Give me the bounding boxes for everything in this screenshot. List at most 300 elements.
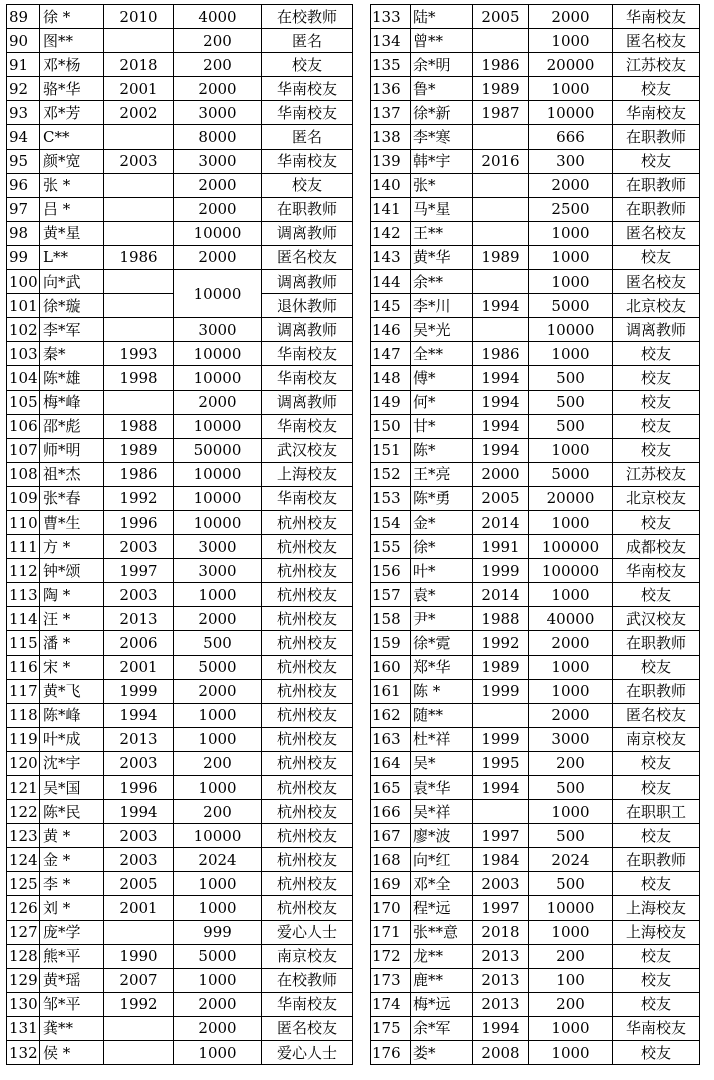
grad-year: 1995 <box>473 751 529 775</box>
grad-year <box>104 197 174 221</box>
donor-type: 在职教师 <box>613 197 700 221</box>
donor-type: 校友 <box>613 776 700 800</box>
donor-name: 徐*璇 <box>40 294 104 318</box>
donation-amount: 2000 <box>174 679 262 703</box>
donor-type: 校友 <box>613 390 700 414</box>
grad-year <box>104 390 174 414</box>
donor-name: 潘 * <box>40 631 104 655</box>
table-row <box>371 173 700 197</box>
donation-amount: 4000 <box>174 5 262 29</box>
donation-amount: 3000 <box>174 559 262 583</box>
row-number: 91 <box>7 53 40 77</box>
donor-name: 邓*杨 <box>40 53 104 77</box>
donation-amount: 20000 <box>529 486 613 510</box>
donation-amount: 500 <box>529 390 613 414</box>
table-row <box>371 920 700 944</box>
grad-year: 2016 <box>473 149 529 173</box>
donation-amount: 50000 <box>174 438 262 462</box>
donor-name: C** <box>40 125 104 149</box>
table-row <box>7 800 353 824</box>
donor-type: 在职教师 <box>613 631 700 655</box>
donor-type: 华南校友 <box>262 101 353 125</box>
grad-year: 1992 <box>104 486 174 510</box>
donor-name: 吕 * <box>40 197 104 221</box>
table-row <box>7 679 353 703</box>
table-row <box>371 607 700 631</box>
row-number: 90 <box>7 29 40 53</box>
table-row <box>371 438 700 462</box>
grad-year <box>473 197 529 221</box>
donor-type: 校友 <box>613 824 700 848</box>
donor-name: 祖*杰 <box>40 462 104 486</box>
donor-name: 随** <box>411 703 473 727</box>
donation-amount: 1000 <box>174 776 262 800</box>
donor-type: 武汉校友 <box>613 607 700 631</box>
table-row <box>371 896 700 920</box>
row-number: 163 <box>371 727 411 751</box>
row-number: 143 <box>371 245 411 269</box>
donation-amount: 2000 <box>174 992 262 1016</box>
donor-name: 余*军 <box>411 1016 473 1040</box>
table-row <box>7 1016 353 1040</box>
table-row <box>371 149 700 173</box>
row-number: 106 <box>7 414 40 438</box>
donor-name: 图** <box>40 29 104 53</box>
donation-amount: 1000 <box>529 29 613 53</box>
grad-year: 1997 <box>104 559 174 583</box>
donor-name: 李*军 <box>40 318 104 342</box>
grad-year: 2005 <box>473 486 529 510</box>
donor-name: 王*亮 <box>411 462 473 486</box>
table-row <box>7 655 353 679</box>
donor-name: 龚** <box>40 1016 104 1040</box>
donor-name: L** <box>40 245 104 269</box>
donor-name: 张*春 <box>40 486 104 510</box>
donation-amount: 1000 <box>174 896 262 920</box>
donor-type: 上海校友 <box>262 462 353 486</box>
grad-year: 1999 <box>104 679 174 703</box>
donation-amount: 5000 <box>529 462 613 486</box>
table-row <box>7 462 353 486</box>
donor-name: 张* <box>411 173 473 197</box>
grad-year: 1987 <box>473 101 529 125</box>
donor-type: 校友 <box>613 968 700 992</box>
grad-year: 2000 <box>473 462 529 486</box>
grad-year: 1994 <box>473 390 529 414</box>
grad-year: 1991 <box>473 535 529 559</box>
grad-year: 1996 <box>104 510 174 534</box>
grad-year: 1997 <box>473 896 529 920</box>
table-row <box>371 583 700 607</box>
donation-amount: 1000 <box>529 800 613 824</box>
grad-year: 2001 <box>104 77 174 101</box>
grad-year <box>104 318 174 342</box>
donor-name: 马*星 <box>411 197 473 221</box>
row-number: 167 <box>371 824 411 848</box>
table-row <box>371 197 700 221</box>
row-number: 117 <box>7 679 40 703</box>
donation-amount: 500 <box>174 631 262 655</box>
donor-type: 南京校友 <box>262 944 353 968</box>
donation-amount: 1000 <box>529 438 613 462</box>
grad-year <box>473 173 529 197</box>
row-number: 130 <box>7 992 40 1016</box>
donation-amount: 10000 <box>174 462 262 486</box>
grad-year: 1989 <box>473 245 529 269</box>
table-row <box>371 535 700 559</box>
donor-type: 匿名校友 <box>613 270 700 294</box>
donor-name: 龙** <box>411 944 473 968</box>
table-row <box>7 245 353 269</box>
donation-amount: 500 <box>529 366 613 390</box>
donation-amount: 10000 <box>174 366 262 390</box>
donor-name: 陈* <box>411 438 473 462</box>
donor-type: 杭州校友 <box>262 872 353 896</box>
row-number: 92 <box>7 77 40 101</box>
row-number: 161 <box>371 679 411 703</box>
donor-name: 曹*生 <box>40 510 104 534</box>
table-row <box>371 655 700 679</box>
donor-name: 何* <box>411 390 473 414</box>
table-row <box>371 270 700 294</box>
grad-year <box>104 221 174 245</box>
donor-type: 华南校友 <box>262 486 353 510</box>
donation-amount: 300 <box>529 149 613 173</box>
row-number: 141 <box>371 197 411 221</box>
table-row <box>371 462 700 486</box>
donation-amount: 10000 <box>174 824 262 848</box>
row-number: 151 <box>371 438 411 462</box>
donor-type: 华南校友 <box>613 5 700 29</box>
grad-year <box>104 1041 174 1065</box>
grad-year: 1994 <box>473 1016 529 1040</box>
donor-type: 校友 <box>262 53 353 77</box>
donor-type: 杭州校友 <box>262 800 353 824</box>
row-number: 166 <box>371 800 411 824</box>
table-row <box>7 583 353 607</box>
donation-amount: 5000 <box>529 294 613 318</box>
row-number: 146 <box>371 318 411 342</box>
row-number: 135 <box>371 53 411 77</box>
donor-type: 杭州校友 <box>262 559 353 583</box>
row-number: 160 <box>371 655 411 679</box>
donor-type: 调离教师 <box>262 221 353 245</box>
table-row <box>7 197 353 221</box>
donor-name: 金* <box>411 510 473 534</box>
donor-type: 匿名校友 <box>262 1016 353 1040</box>
row-number: 96 <box>7 173 40 197</box>
grad-year: 1999 <box>473 559 529 583</box>
donation-amount: 3000 <box>174 318 262 342</box>
row-number: 140 <box>371 173 411 197</box>
grad-year: 2014 <box>473 510 529 534</box>
donor-name: 徐*霓 <box>411 631 473 655</box>
grad-year: 2001 <box>104 896 174 920</box>
row-number: 107 <box>7 438 40 462</box>
grad-year: 2013 <box>104 607 174 631</box>
donor-type: 杭州校友 <box>262 703 353 727</box>
donation-amount: 500 <box>529 824 613 848</box>
donor-name: 余*明 <box>411 53 473 77</box>
row-number: 157 <box>371 583 411 607</box>
donation-amount: 10000 <box>529 101 613 125</box>
donor-type: 杭州校友 <box>262 510 353 534</box>
grad-year: 2007 <box>104 968 174 992</box>
donor-type: 上海校友 <box>613 920 700 944</box>
donation-amount: 1000 <box>174 727 262 751</box>
table-row <box>7 77 353 101</box>
row-number: 153 <box>371 486 411 510</box>
table-row <box>7 824 353 848</box>
row-number: 150 <box>371 414 411 438</box>
grad-year <box>104 294 174 318</box>
donation-amount: 2000 <box>174 607 262 631</box>
donation-amount: 40000 <box>529 607 613 631</box>
donor-name: 黄*飞 <box>40 679 104 703</box>
row-number: 147 <box>371 342 411 366</box>
row-number: 170 <box>371 896 411 920</box>
donation-amount: 1000 <box>174 968 262 992</box>
row-number: 110 <box>7 510 40 534</box>
donation-amount: 2024 <box>529 848 613 872</box>
donation-amount: 2000 <box>174 390 262 414</box>
table-row <box>371 727 700 751</box>
table-row <box>371 1016 700 1040</box>
row-number: 105 <box>7 390 40 414</box>
donor-name: 陈*雄 <box>40 366 104 390</box>
grad-year <box>473 125 529 149</box>
table-row <box>7 221 353 245</box>
row-number: 168 <box>371 848 411 872</box>
row-number: 89 <box>7 5 40 29</box>
donor-name: 黄*星 <box>40 221 104 245</box>
donor-name: 陈*民 <box>40 800 104 824</box>
row-number: 113 <box>7 583 40 607</box>
grad-year: 2018 <box>473 920 529 944</box>
row-number: 112 <box>7 559 40 583</box>
row-number: 120 <box>7 751 40 775</box>
donor-name: 李*川 <box>411 294 473 318</box>
donor-name: 杜*祥 <box>411 727 473 751</box>
row-number: 125 <box>7 872 40 896</box>
donor-name: 王** <box>411 221 473 245</box>
table-row <box>371 510 700 534</box>
grad-year: 2008 <box>473 1041 529 1065</box>
donation-amount: 1000 <box>529 510 613 534</box>
table-row <box>371 800 700 824</box>
donor-type: 调离教师 <box>262 270 353 294</box>
table-row <box>7 607 353 631</box>
grad-year <box>473 29 529 53</box>
donor-type: 校友 <box>613 149 700 173</box>
grad-year: 2013 <box>104 727 174 751</box>
donor-type: 杭州校友 <box>262 655 353 679</box>
grad-year: 1986 <box>473 342 529 366</box>
table-row <box>371 245 700 269</box>
table-row <box>7 390 353 414</box>
grad-year: 1992 <box>104 992 174 1016</box>
row-number: 165 <box>371 776 411 800</box>
donor-type: 匿名校友 <box>613 221 700 245</box>
grad-year: 2002 <box>104 101 174 125</box>
grad-year: 1994 <box>473 776 529 800</box>
donor-type: 调离教师 <box>262 390 353 414</box>
table-row <box>371 486 700 510</box>
donor-type: 校友 <box>613 245 700 269</box>
donation-amount: 200 <box>529 751 613 775</box>
row-number: 128 <box>7 944 40 968</box>
grad-year <box>473 318 529 342</box>
grad-year: 2010 <box>104 5 174 29</box>
table-row <box>7 366 353 390</box>
donor-name: 袁* <box>411 583 473 607</box>
grad-year: 1986 <box>473 53 529 77</box>
table-row <box>371 1041 700 1065</box>
grad-year: 1984 <box>473 848 529 872</box>
donor-name: 黄*华 <box>411 245 473 269</box>
row-number: 156 <box>371 559 411 583</box>
row-number: 148 <box>371 366 411 390</box>
donor-type: 华南校友 <box>262 149 353 173</box>
row-number: 95 <box>7 149 40 173</box>
grad-year <box>104 125 174 149</box>
table-row <box>371 125 700 149</box>
grad-year: 1999 <box>473 679 529 703</box>
donation-amount: 200 <box>529 992 613 1016</box>
table-row <box>371 679 700 703</box>
table-row <box>371 751 700 775</box>
donor-type: 爱心人士 <box>262 1041 353 1065</box>
table-row <box>371 77 700 101</box>
row-number: 169 <box>371 872 411 896</box>
donor-name: 刘 * <box>40 896 104 920</box>
grad-year: 1989 <box>473 655 529 679</box>
donation-amount: 500 <box>529 776 613 800</box>
donor-name: 邓*全 <box>411 872 473 896</box>
table-row <box>7 727 353 751</box>
donor-name: 邵*彪 <box>40 414 104 438</box>
table-row <box>7 5 353 29</box>
row-number: 100 <box>7 270 40 294</box>
table-row <box>7 53 353 77</box>
donor-name: 徐 * <box>40 5 104 29</box>
grad-year <box>104 270 174 294</box>
table-row <box>7 342 353 366</box>
row-number: 124 <box>7 848 40 872</box>
grad-year: 2003 <box>104 535 174 559</box>
donor-name: 梅*峰 <box>40 390 104 414</box>
row-number: 101 <box>7 294 40 318</box>
grad-year: 2003 <box>104 824 174 848</box>
donor-name: 袁*华 <box>411 776 473 800</box>
donor-type: 调离教师 <box>262 318 353 342</box>
donation-amount: 100 <box>529 968 613 992</box>
donor-name: 宋 * <box>40 655 104 679</box>
row-number: 116 <box>7 655 40 679</box>
table-row <box>371 342 700 366</box>
grad-year: 1996 <box>104 776 174 800</box>
donor-type: 在校教师 <box>262 968 353 992</box>
donor-type: 匿名校友 <box>613 703 700 727</box>
donation-amount: 2000 <box>174 77 262 101</box>
donor-name: 廖*波 <box>411 824 473 848</box>
donor-name: 李*寒 <box>411 125 473 149</box>
table-row <box>371 101 700 125</box>
donation-amount: 3000 <box>174 535 262 559</box>
donor-type: 匿名 <box>262 29 353 53</box>
grad-year: 1989 <box>104 438 174 462</box>
grad-year: 2013 <box>473 992 529 1016</box>
donor-type: 在职教师 <box>613 679 700 703</box>
table-row <box>371 944 700 968</box>
grad-year: 2006 <box>104 631 174 655</box>
table-row <box>7 414 353 438</box>
donor-name: 方 * <box>40 535 104 559</box>
table-row <box>7 510 353 534</box>
donor-type: 杭州校友 <box>262 607 353 631</box>
table-row <box>7 703 353 727</box>
row-number: 162 <box>371 703 411 727</box>
table-row <box>7 559 353 583</box>
donor-name: 韩*宇 <box>411 149 473 173</box>
grad-year: 1989 <box>473 77 529 101</box>
donation-amount: 1000 <box>529 1041 613 1065</box>
donor-name: 全** <box>411 342 473 366</box>
row-number: 98 <box>7 221 40 245</box>
row-number: 121 <box>7 776 40 800</box>
row-number: 155 <box>371 535 411 559</box>
donor-type: 校友 <box>613 342 700 366</box>
grad-year: 1986 <box>104 245 174 269</box>
grad-year: 1999 <box>473 727 529 751</box>
donation-amount: 2000 <box>174 173 262 197</box>
donation-amount: 1000 <box>529 920 613 944</box>
donation-amount: 2000 <box>529 703 613 727</box>
donor-type: 校友 <box>613 510 700 534</box>
table-row <box>7 751 353 775</box>
row-number: 129 <box>7 968 40 992</box>
donor-type: 杭州校友 <box>262 583 353 607</box>
donation-amount: 1000 <box>529 679 613 703</box>
donation-amount: 10000 <box>174 221 262 245</box>
table-row <box>371 872 700 896</box>
row-number: 115 <box>7 631 40 655</box>
grad-year <box>104 920 174 944</box>
grad-year: 2005 <box>104 872 174 896</box>
donation-amount: 1000 <box>174 703 262 727</box>
donor-name: 鲁* <box>411 77 473 101</box>
donation-amount: 5000 <box>174 655 262 679</box>
donation-amount: 10000 <box>174 510 262 534</box>
table-row <box>371 824 700 848</box>
table-row <box>371 703 700 727</box>
donor-name: 庞*学 <box>40 920 104 944</box>
row-number: 172 <box>371 944 411 968</box>
table-row <box>7 486 353 510</box>
donor-type: 校友 <box>262 173 353 197</box>
donor-type: 在职教师 <box>613 125 700 149</box>
grad-year: 2014 <box>473 583 529 607</box>
donor-type: 校友 <box>613 77 700 101</box>
donation-amount: 2000 <box>174 245 262 269</box>
table-row <box>7 173 353 197</box>
donor-type: 华南校友 <box>613 1016 700 1040</box>
grad-year: 2013 <box>473 968 529 992</box>
grad-year: 1986 <box>104 462 174 486</box>
row-number: 109 <box>7 486 40 510</box>
donor-type: 杭州校友 <box>262 776 353 800</box>
grad-year <box>473 270 529 294</box>
